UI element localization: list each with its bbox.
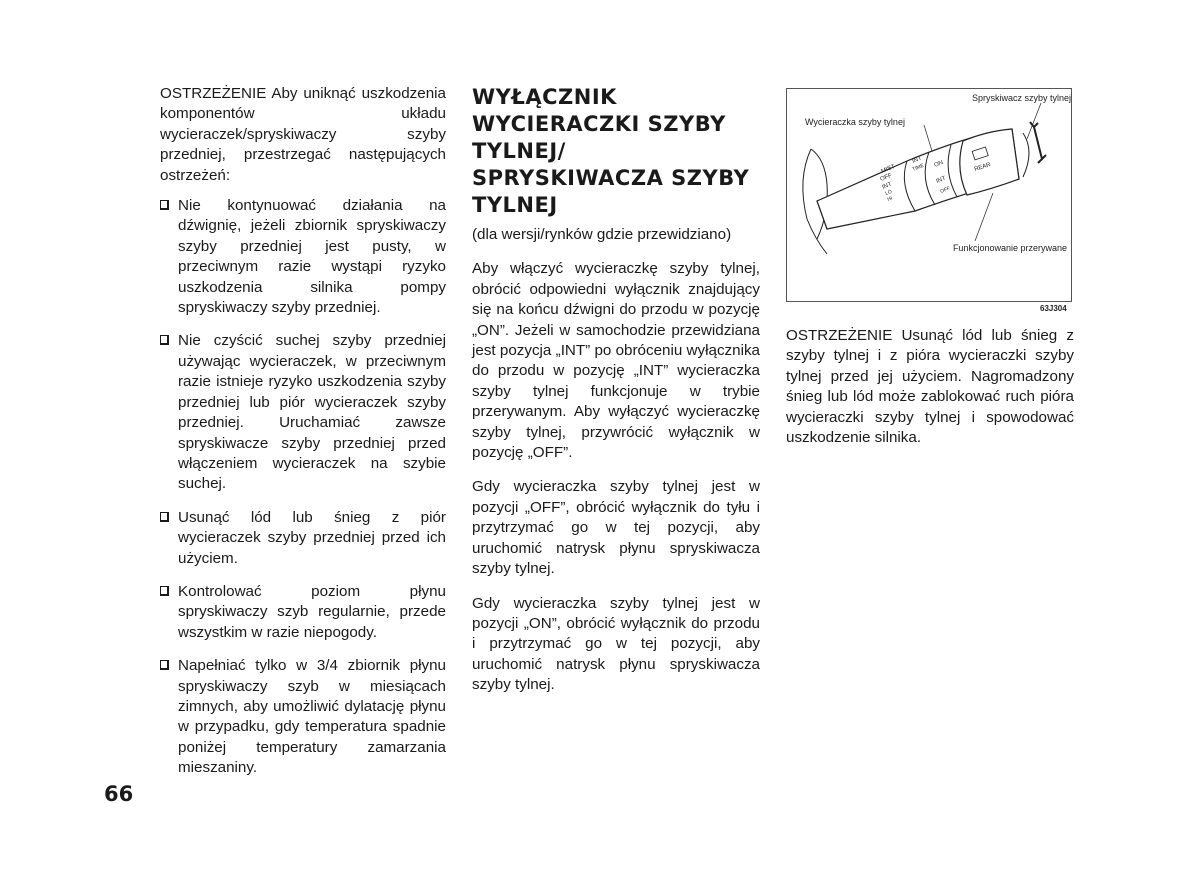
left-column <box>160 84 446 792</box>
rear-mark: REAR <box>973 162 992 173</box>
list-item <box>160 582 446 643</box>
paragraph: Gdy wycieraczka szyby tylnej jest w pozycji „OFF”, obrócić wyłącznik do tyłu i przytrzymać go w tej pozycji, aby uruchomić natrysk płynu spryskiwacza szyby tylnej. <box>472 478 760 578</box>
list-item <box>160 508 446 569</box>
section-heading: WYŁĄCZNIK WYCIERACZKI SZYBY TYLNEJ/ SPRYSKIWACZA SZYBY TYLNEJ <box>472 85 750 217</box>
ring-mark: OFF <box>939 185 952 195</box>
right-column <box>786 326 1074 462</box>
list-item <box>160 656 446 778</box>
page-number: 66 <box>104 782 134 806</box>
switch-mark: HI <box>886 195 894 203</box>
figure-label-washer: Spryskiwacz szyby tylnej <box>971 93 1071 103</box>
warning-list <box>160 196 446 779</box>
list-item-text: Nie czyścić suchej szyby przedniej używając wycieraczek, w przeciwnym razie istnieje ryzyko uszkodzenia szyby przedniej lub piór wycieraczek szyby przedniej. Uruchamiać zawsze spryskiwacze szyby przedniej przed włączeniem wycieraczek na szybie suchej. <box>178 332 446 493</box>
leader-line <box>1027 103 1041 139</box>
ring-mark: INT <box>911 155 923 165</box>
list-item-text: Kontrolować poziom płynu spryskiwaczy szyb regularnie, przede wszystkim w razie niepogody. <box>178 582 446 641</box>
switch-mark: OFF <box>879 172 893 183</box>
figure-label-wiper: Wycieraczka szyby tylnej <box>805 117 905 127</box>
figure-code: 63J304 <box>1040 304 1067 313</box>
list-item-text: Napełniać tylko w 3/4 zbiornik płynu spryskiwaczy szyb w miesiącach zimnych, aby umożliwić dylatację płynu w przypadku, gdy temperatura spadnie poniżej temperatury zamarzania mieszaniny. <box>178 657 446 777</box>
leader-line <box>924 125 932 151</box>
middle-column <box>472 84 760 710</box>
ring-mark: TIME <box>911 162 925 173</box>
checkbox-bullet-icon <box>160 660 169 670</box>
figure-label-intermittent: Funkcjonowanie przerywane <box>952 243 1067 253</box>
paragraph: Aby włączyć wycieraczkę szyby tylnej, obrócić odpowiedni wyłącznik znajdujący się na końcu dźwigni do przodu w pozycję „ON”. Jeżeli w samochodzie przewidziana jest pozycja „INT” po obróceniu wyłącznika do przodu w pozycję „INT” wycieraczka szyby tylnej funkcjonuje w trybie przerywanym. Aby wyłączyć wycieraczkę szyby tylnej, przywrócić wyłącznik w pozycję „OFF”. <box>472 260 760 462</box>
double-arrow-icon <box>1030 122 1046 163</box>
list-item <box>160 331 446 494</box>
list-item-text: Nie kontynuować działania na dźwignię, jeżeli zbiornik spryskiwaczy szyby przedniej jest pusty, w przeciwnym razie wystąpi ryzyko uszkodzenia silnika pompy spryskiwaczy szyby przedniej. <box>178 197 446 317</box>
checkbox-bullet-icon <box>160 586 169 596</box>
switch-mark: INT <box>881 181 893 191</box>
switch-mark: LO <box>884 188 893 197</box>
wiper-switch-illustration <box>786 88 1072 302</box>
leader-line <box>975 193 993 241</box>
paragraph: Gdy wycieraczka szyby tylnej jest w pozycji „ON”, obrócić wyłącznik do przodu i przytrzymać go w tej pozycji, aby uruchomić natrysk płynu spryskiwacza szyby tylnej. <box>472 594 760 694</box>
warning-intro: OSTRZEŻENIE Aby uniknąć uszkodzenia komponentów układu wycieraczek/spryskiwaczy szyby przedniej, przestrzegać następujących ostrzeżeń: <box>160 85 446 184</box>
list-item-text: Usunąć lód lub śnieg z piór wycieraczek szyby przedniej przed ich użyciem. <box>178 508 446 567</box>
warning-rear: OSTRZEŻENIE Usunąć lód lub śnieg z szyby tylnej i z pióra wycieraczki szyby tylnej przed jej użyciem. Nagromadzony śnieg lub lód może zablokować ruch pióra wycieraczki szyby tylnej i spowodować uszkodzenie silnika. <box>786 327 1074 447</box>
checkbox-bullet-icon <box>160 200 169 210</box>
list-item <box>160 196 446 318</box>
section-subtitle: (dla wersji/rynków gdzie przewidziano) <box>472 226 732 243</box>
checkbox-bullet-icon <box>160 512 169 522</box>
ring-mark: INT <box>935 175 947 185</box>
switch-mark: MIST <box>880 163 897 175</box>
checkbox-bullet-icon <box>160 335 169 345</box>
ring-mark: ON <box>933 159 945 169</box>
